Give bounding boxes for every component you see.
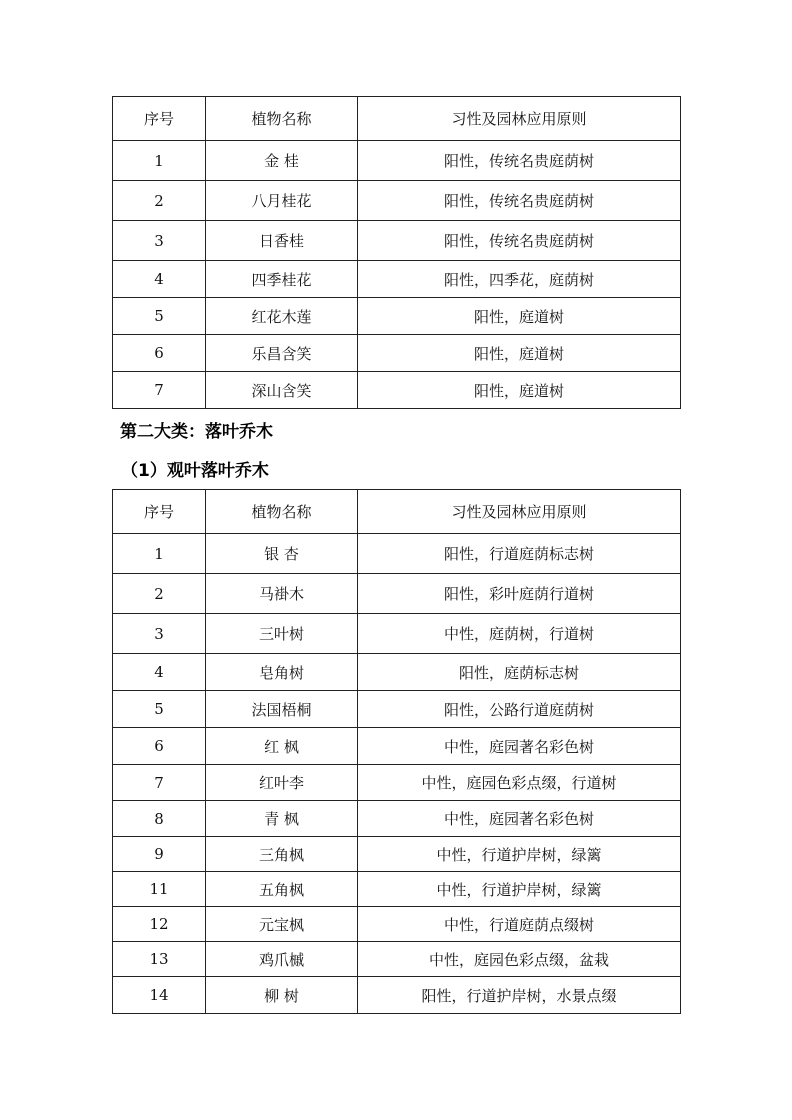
row-number: 5 bbox=[113, 691, 206, 728]
row-habit: 阳性，四季花，庭荫树 bbox=[358, 261, 681, 298]
row-plant-name: 银 杏 bbox=[206, 534, 358, 574]
row-number: 12 bbox=[113, 907, 206, 942]
row-plant-name: 四季桂花 bbox=[206, 261, 358, 298]
row-number: 14 bbox=[113, 977, 206, 1014]
table-row bbox=[113, 942, 681, 977]
table-row bbox=[113, 534, 681, 574]
row-plant-name: 红花木莲 bbox=[206, 298, 358, 335]
row-habit: 阳性，传统名贵庭荫树 bbox=[358, 141, 681, 181]
row-number: 6 bbox=[113, 728, 206, 765]
row-number: 7 bbox=[113, 765, 206, 801]
row-number: 13 bbox=[113, 942, 206, 977]
table-row bbox=[113, 801, 681, 837]
table-row bbox=[113, 907, 681, 942]
row-number: 11 bbox=[113, 872, 206, 907]
table-row bbox=[113, 872, 681, 907]
row-plant-name: 元宝枫 bbox=[206, 907, 358, 942]
row-habit: 中性，庭园色彩点缀，行道树 bbox=[358, 765, 681, 801]
row-plant-name: 三叶树 bbox=[206, 614, 358, 654]
row-number: 2 bbox=[113, 574, 206, 614]
row-number: 3 bbox=[113, 221, 206, 261]
row-habit: 中性，行道护岸树，绿篱 bbox=[358, 837, 681, 872]
header-plant-name: 植物名称 bbox=[206, 97, 358, 141]
row-number: 9 bbox=[113, 837, 206, 872]
row-plant-name: 马褂木 bbox=[206, 574, 358, 614]
header-plant-name: 植物名称 bbox=[206, 490, 358, 534]
table-row bbox=[113, 614, 681, 654]
table-row bbox=[113, 335, 681, 372]
table-row bbox=[113, 141, 681, 181]
row-number: 1 bbox=[113, 141, 206, 181]
row-habit: 阳性，庭荫标志树 bbox=[358, 654, 681, 691]
row-plant-name: 鸡爪槭 bbox=[206, 942, 358, 977]
row-habit: 阳性，公路行道庭荫树 bbox=[358, 691, 681, 728]
row-habit: 中性，行道护岸树，绿篱 bbox=[358, 872, 681, 907]
row-plant-name: 八月桂花 bbox=[206, 181, 358, 221]
row-number: 4 bbox=[113, 654, 206, 691]
table-row bbox=[113, 765, 681, 801]
row-number: 5 bbox=[113, 298, 206, 335]
table-row bbox=[113, 261, 681, 298]
header-habit: 习性及园林应用原则 bbox=[358, 490, 681, 534]
table-row bbox=[113, 691, 681, 728]
evergreen-tree-table bbox=[112, 96, 681, 409]
row-plant-name: 柳 树 bbox=[206, 977, 358, 1014]
row-habit: 阳性，传统名贵庭荫树 bbox=[358, 181, 681, 221]
row-habit: 阳性，行道庭荫标志树 bbox=[358, 534, 681, 574]
row-plant-name: 法国梧桐 bbox=[206, 691, 358, 728]
row-habit: 阳性，传统名贵庭荫树 bbox=[358, 221, 681, 261]
row-plant-name: 红叶李 bbox=[206, 765, 358, 801]
row-habit: 中性，庭园著名彩色树 bbox=[358, 801, 681, 837]
table-row bbox=[113, 728, 681, 765]
row-plant-name: 深山含笑 bbox=[206, 372, 358, 409]
row-number: 2 bbox=[113, 181, 206, 221]
row-habit: 中性，庭园色彩点缀，盆栽 bbox=[358, 942, 681, 977]
row-plant-name: 皂角树 bbox=[206, 654, 358, 691]
table-header-row bbox=[113, 97, 681, 141]
row-number: 4 bbox=[113, 261, 206, 298]
table-row bbox=[113, 837, 681, 872]
row-number: 8 bbox=[113, 801, 206, 837]
row-habit: 阳性，庭道树 bbox=[358, 298, 681, 335]
row-number: 3 bbox=[113, 614, 206, 654]
row-plant-name: 五角枫 bbox=[206, 872, 358, 907]
table-row bbox=[113, 654, 681, 691]
row-plant-name: 三角枫 bbox=[206, 837, 358, 872]
section-heading: 第二大类：落叶乔木 bbox=[120, 422, 273, 442]
row-habit: 中性，行道庭荫点缀树 bbox=[358, 907, 681, 942]
row-habit: 阳性，庭道树 bbox=[358, 335, 681, 372]
subsection-heading: （1）观叶落叶乔木 bbox=[121, 461, 269, 481]
row-plant-name: 日香桂 bbox=[206, 221, 358, 261]
row-number: 7 bbox=[113, 372, 206, 409]
header-number: 序号 bbox=[113, 97, 206, 141]
row-habit: 中性，庭园著名彩色树 bbox=[358, 728, 681, 765]
header-number: 序号 bbox=[113, 490, 206, 534]
row-habit: 阳性，庭道树 bbox=[358, 372, 681, 409]
row-habit: 阳性，行道护岸树，水景点缀 bbox=[358, 977, 681, 1014]
row-number: 1 bbox=[113, 534, 206, 574]
row-number: 6 bbox=[113, 335, 206, 372]
table-row bbox=[113, 574, 681, 614]
deciduous-tree-table bbox=[112, 489, 681, 1014]
row-habit: 阳性，彩叶庭荫行道树 bbox=[358, 574, 681, 614]
row-plant-name: 红 枫 bbox=[206, 728, 358, 765]
table-row bbox=[113, 372, 681, 409]
table-row bbox=[113, 977, 681, 1014]
table-row bbox=[113, 181, 681, 221]
row-habit: 中性，庭荫树，行道树 bbox=[358, 614, 681, 654]
header-habit: 习性及园林应用原则 bbox=[358, 97, 681, 141]
table-row bbox=[113, 221, 681, 261]
table-row bbox=[113, 298, 681, 335]
row-plant-name: 金 桂 bbox=[206, 141, 358, 181]
row-plant-name: 乐昌含笑 bbox=[206, 335, 358, 372]
table-header-row bbox=[113, 490, 681, 534]
row-plant-name: 青 枫 bbox=[206, 801, 358, 837]
